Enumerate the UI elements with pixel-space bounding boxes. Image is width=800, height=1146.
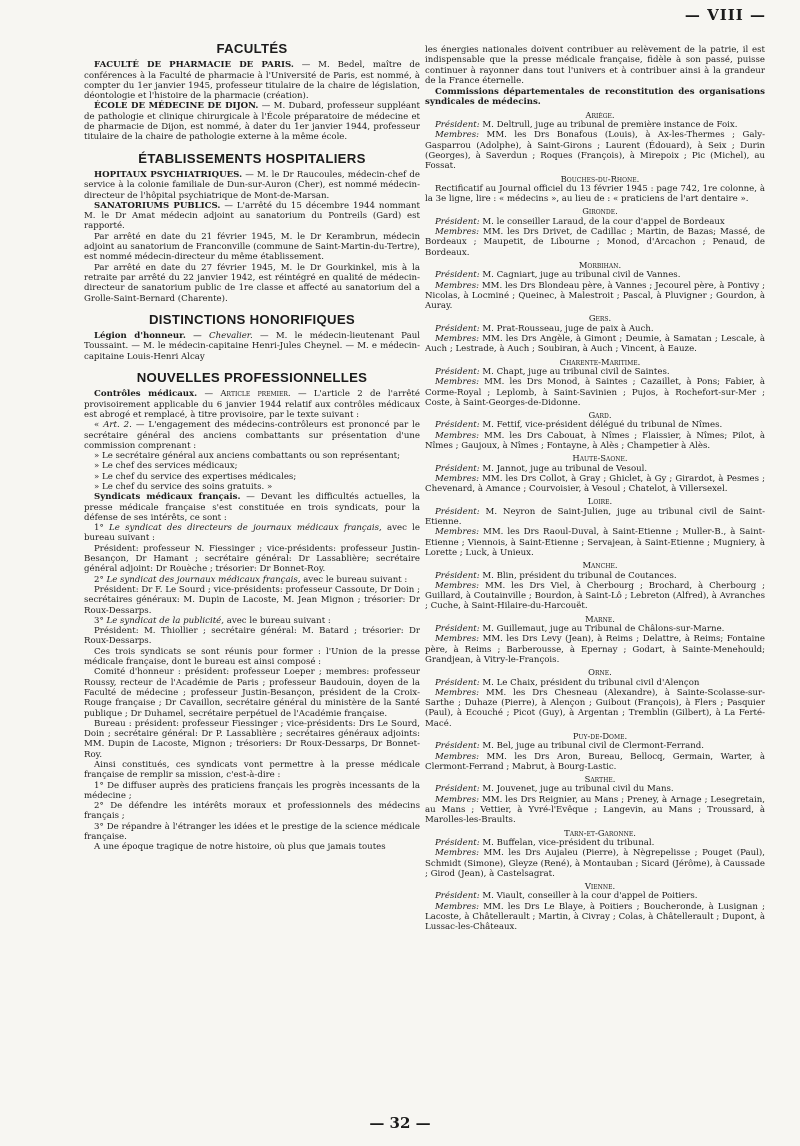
region-heading: Marne. [585,613,615,624]
commission-entry [425,313,765,354]
commission-members: Membres: MM. les Drs Cabouat, à Nîmes ; Flaissier, à Nîmes; Pilot, à Nîmes ; Gaujoux, à Nîmes ; Fontayne, à Alès ; Champetier à Alès. [425,430,765,451]
commission-president: Président: M. Jannot, juge au tribunal de Vesoul. [435,463,648,474]
page-header-roman: — VIII — [684,6,766,24]
region-heading: Loire. [587,496,613,507]
paragraph: Comité d'honneur : président: professeur Loeper ; membres: professeur Roussy, recteur de l'Académie de Paris ; professeur Baudouin, doyen de la Faculté de médecine ; professeur Justin-Besançon, président de la Croix-Rouge française ; Dr Cavaillon, secrétaire général du ministère de la Santé publique ; Dr Duhamel, secrétaire perpétuel de l'Académie française. [84,667,420,719]
page-number: — 32 — [369,1114,431,1132]
region-heading: Puy-de-Dome. [572,731,628,741]
commission-entry [425,206,765,257]
entry-text: — L'article 2 de l'arrêté provisoirement applicable du 6 janvier 1944 relatif aux contrôles médicaux est abrogé et remplacé, à titre provisoire, par le texte suivant : [84,389,420,420]
mission-item: 2° De défendre les intérêts moraux et professionnels des médecins français ; [84,801,420,822]
region-heading: Gironde. [582,206,618,217]
commission-entry [425,774,765,825]
mission-item: 1° De diffuser auprès des praticiens français les progrès incessants de la médecine ; [84,780,420,801]
commission-entry [425,260,765,311]
commission-members: Membres: MM. les Drs Chesneau (Alexandre), à Sainte-Scolasse-sur-Sarthe ; Duhaze (Pierre), à Alençon ; Guibout (François), à Flers ; Pasquier (Paul), à Ecouché ; Picot (Guy), à Argentan ; Tremblin (Gilbert), à La Ferté-Macé. [425,687,765,729]
paragraph [84,492,420,523]
entry-subheading: — Chevalier. [185,331,253,342]
quote-line: « Art. 2. — L'engagement des médecins-contrôleurs est prononcé par le secrétaire général des anciens combattants sur présentation d'une commission comprenant : [84,420,420,451]
mission-item: 3° De répandre à l'étranger les idées et le prestige de la science médicale française. [84,821,420,843]
commission-members: Membres: MM. les Drs Monod, à Saintes ; Cazaillet, à Pons; Fabier, à Corme-Royal ; Leplomb, à Saint-Savinien ; Pujos, à Rochefort-sur-Mer ; Coste, à Saint-Georges-de-Didonne. [425,377,765,408]
commission-entry [425,614,765,665]
commission-president: Rectificatif au Journal officiel du 13 février 1945 : page 742, 1re colonne, à la 3e ligne, lire : « médecins », au lieu de : « praticiens de l'art dentaire ». [425,183,765,205]
commission-president: Président: M. Chapt, juge au tribunal civil de Saintes. [435,366,670,377]
commission-members: Membres: MM. les Drs Bonafous (Louis), à Ax-les-Thermes ; Galy-Gasparrou (Adolphe), à Saint-Girons ; Laurent (Édouard), à Seix ; Durin (Georges), à Saverdun ; Roques (François), à Mirepoix ; Pic (Michel), au Fossat. [425,130,765,172]
commission-members: Membres: MM. les Drs Blondeau père, à Vannes ; Jecourel père, à Pontivy ; Nicolas, à Locminé ; Queinec, à Malestroit ; Pascal, à Pluvigner ; Gourdon, à Auray. [425,280,765,312]
commission-members: Membres: MM. les Drs Aujaleu (Pierre), à Nègrepelisse ; Pouget (Paul), Schmidt (Simone), Gleyze (René), à Montauban ; Sicard (Jérôme), à Caussade ; Girod (Jean), à Castelsagrat. [425,848,765,879]
region-heading: Haute-Saone. [572,453,628,464]
syndicate-item: 3° Le syndicat de la publicité, avec le bureau suivant : [94,615,331,626]
commission-president: Président: M. Buffelan, vice-président du tribunal. [435,837,655,848]
paragraph [84,170,420,201]
commission-members: Membres: MM. les Drs Le Blaye, à Poitiers ; Boucheronde, à Lusignan ; Lacoste, à Châtellerault ; Martin, à Civray ; Colas, à Châtellerault ; Dupont, à Lussac-les-Châteaux. [425,901,765,933]
commission-entry [425,828,765,879]
commission-entry [425,731,765,772]
entry-heading: Légion d'honneur. [94,331,186,342]
region-heading: Tarn-et-Garonne. [564,827,636,838]
entry-text: — M. le médecin-lieutenant Paul Toussaint. — M. le médecin-capitaine Henri-Jules Cheynel. — M. e médecin-capitaine Louis-Henri Alcay [84,331,420,362]
paragraph: A une époque tragique de notre histoire, où plus que jamais toutes [94,842,386,853]
commission-entry [425,881,765,932]
commission-members: Membres: MM. les Drs Drivet, de Cadillac ; Martin, de Bazas; Massé, de Bordeaux ; Maupetit, de Libourne ; Monod, d'Arcachon ; Penaud, de Bordeaux. [425,227,765,258]
entry-text: — M. Bedel, maître de conférences à la Faculté de pharmacie à l'Université de Paris, est nommé, à compter du 1er janvier 1945, professeur titulaire de la chaire de législation, déontologie et l'histoire de la pharmacie (création). [84,60,420,102]
entry-heading: ÉCOLE DE MÉDECINE DE DIJON. [94,101,259,112]
paragraph: Bureau : président: professeur Fiessinger ; vice-présidents: Drs Le Sourd, Doin ; secrétaire général: Dr P. Lassablière ; secrétaires généraux adjoints: MM. Dupin de Lacoste, Mignon ; trésoriers: Dr Roux-Dessarps, Dr Bonnet-Roy. [84,718,420,760]
commission-entry [425,667,765,729]
region-heading: Gers. [588,313,612,324]
syndicate-item: 2° Le syndicat des journaux médicaux français, avec le bureau suivant : [94,574,408,585]
quote-line: » Le chef du service des soins gratuits. » [94,481,273,492]
commission-president: Président: M. Bel, juge au tribunal civil de Clermont-Ferrand. [435,741,704,752]
section-title-distinctions: DISTINCTIONS HONORIFIQUES [148,311,356,327]
paragraph: Ces trois syndicats se sont réunis pour former : l'Union de la presse médicale française, dont le bureau est ainsi composé : [84,646,420,668]
paragraph: Par arrêté en date du 27 février 1945, M. le Dr Gourkinkel, mis à la retraite par arrêté du 22 janvier 1942, est réintégré en qualité de médecin-directeur de sanatorium public de 1re classe et affecté au sanatorium del a Grolle-Saint-Bernard (Charente). [84,262,420,304]
commission-president: Président: M. Prat-Rousseau, juge de paix à Auch. [435,323,654,334]
region-heading: Orne. [588,667,612,678]
syndicate-item: 1° Le syndicat des directeurs de journaux médicaux français, avec le bureau suivant : [84,523,420,544]
commission-president: Président: M. Le Chaix, président du tribunal civil d'Alençon [435,677,700,688]
entry-heading: HOPITAUX PSYCHIATRIQUES. [94,169,243,180]
commission-president: Président: M. Viault, conseiller à la cour d'appel de Poitiers. [435,891,698,902]
syndicate-bureau: Président: professeur N. Fiessinger ; vice-présidents: professeur Justin-Besançon, Dr Hamant ; secrétaire général: Dr Lassablière; secrétaire général adjoint: Dr Rouèche ; trésorier: Dr Bonnet-Roy. [84,543,420,575]
commission-president: Président: M. Blin, président du tribunal de Coutances. [435,570,677,581]
region-heading: Gard. [588,410,612,421]
commission-president: Président: M. Guillemaut, juge au Tribunal de Châlons-sur-Marne. [435,624,725,635]
commission-entry [425,560,765,611]
commission-members: Membres: MM. les Drs Collot, à Gray ; Ghiclet, à Gy ; Girardot, à Pesmes ; Chevenard, à Amance ; Courvoisier, à Vesoul ; Chatelot, à Villersexel. [425,473,765,495]
commission-members: Membres: MM. les Drs Levy (Jean), à Reims ; Delattre, à Reims; Fontaine père, à Reims ; Barberousse, à Epernay ; Godart, à Sainte-Menehould; Grandjean, à Vitry-le-François. [425,634,765,665]
paragraph: Ainsi constitués, ces syndicats vont permettre à la presse médicale française de remplir sa mission, c'est-à-dire : [84,760,420,781]
commission-members: Membres: MM. les Drs Angèle, à Gimont ; Deumie, à Samatan ; Lescale, à Auch ; Lestrade, à Auch ; Soubiran, à Auch ; Vincent, à Eauze. [425,334,765,355]
commission-entry [425,453,765,494]
commission-president: Président: M. Deltrull, juge au tribunal de première instance de Foix. [435,120,738,131]
entry-text: — M. Dubard, professeur suppléant de pathologie et clinique chirurgicale à l'École préparatoire de médecine et de pharmacie de Dijon, est nommé, à dater du 1er janvier 1944, professeur titulaire de la chaire de pathologie externe à la même école. [84,101,420,143]
paragraph [84,60,420,101]
section-title-facultes: FACULTÉS [216,41,288,56]
commission-entry [425,496,765,558]
commission-entry [425,410,765,451]
entry-heading: Syndicats médicaux français. [94,492,241,503]
quote-line: » Le chef des services médicaux; [94,461,238,472]
entry-heading: Contrôles médicaux. [94,389,198,400]
commission-members: Membres: MM. les Drs Aron, Bureau, Bellocq, Germain, Warter, à Clermont-Ferrand ; Mabrut, à Bourg-Lastic. [425,751,765,772]
commission-entry [425,174,765,205]
left-column [84,41,420,853]
region-heading: Ariège. [585,109,615,120]
commission-president: Président: M. Jouvenet, juge au tribunal civil du Mans. [435,784,674,795]
paragraph [84,389,420,420]
entry-heading: SANATORIUMS PUBLICS. [94,200,221,211]
syndicate-bureau: Président: Dr F. Le Sourd ; vice-présidents: professeur Cassoute, Dr Doin ; secrétaires généraux: M. Dupin de Lacoste, M. Jean Mignon ; trésorier: Dr Roux-Dessarps. [84,584,420,616]
quote-line: » Le secrétaire général aux anciens combattants ou son représentant; [94,451,400,462]
right-column [425,45,765,933]
paragraph [84,331,420,362]
commission-president: Président: M. le conseiller Laraud, de la cour d'appel de Bordeaux [435,216,725,227]
region-heading: Manche. [582,560,618,571]
section-title-nouvelles: NOUVELLES PROFESSIONNELLES [136,370,368,386]
commission-entry [425,357,765,408]
commission-president: Président: M. Fettif, vice-président délégué du tribunal de Nîmes. [435,420,723,431]
paragraph [84,101,420,142]
entry-article: — Article premier. [197,389,291,400]
region-heading: Charente-Maritime. [559,356,641,367]
entry-heading: FACULTÉ DE PHARMACIE DE PARIS. [94,60,294,71]
commission-members: Membres: MM. les Drs Reignier, au Mans ; Preney, à Arnage ; Lesegretain, au Mans ; Vettier, à Yvré-l'Evêque ; Langevin, au Mans ; Troussard, à Marolles-les-Braults. [425,794,765,826]
region-heading: Sarthe. [584,774,616,785]
commission-members: Membres: MM. les Drs Raoul-Duval, à Saint-Etienne ; Muller-B., à Saint-Etienne ; Viennois, à Saint-Etienne ; Servajean, à Saint-Etienne ; Mugniery, à Lorette ; Luck, à Unieux. [425,527,765,558]
paragraph [84,201,420,232]
section-title-etablissements: ÉTABLISSEMENTS HOSPITALIERS [138,150,366,166]
region-heading: Bouches-du-Rhone. [560,173,640,184]
entry-text: — M. le Dr Raucoules, médecin-chef de service à la colonie familiale de Dun-sur-Auron (Cher), est nommé médecin-directeur de l'hôpital psychiatrique de Mont-de-Marsan. [84,169,420,201]
region-heading: Vienne. [584,881,616,892]
commission-entry [425,110,765,172]
paragraph-continued: les énergies nationales doivent contribuer au relèvement de la patrie, il est indispensable que la presse médicale française, fidèle à son passé, puisse continuer à rayonner dans tout l'univers et à contribuer ainsi à la grandeur de la France éternelle. [425,45,765,86]
commission-list [425,110,765,933]
commission-president: Président: M. Cagniart, juge au tribunal civil de Vannes. [435,270,681,281]
commission-members: Membres: MM. les Drs Viel, à Cherbourg ; Brochard, à Cherbourg ; Guillard, à Coutainville ; Bourdon, à Saint-Lô ; Lebreton (Alfred), à Avranches ; Cuche, à Saint-Hilaire-du-Harcouët. [425,580,765,612]
region-heading: Morbihan. [578,259,622,270]
commissions-heading: Commissions départementales de reconstitution des organisations syndicales de médecins. [425,87,765,108]
syndicate-bureau: Président: M. Thiollier ; secrétaire général: M. Batard ; trésorier: Dr Roux-Dessarps. [84,626,420,647]
commission-president: Président: M. Neyron de Saint-Julien, juge au tribunal civil de Saint-Etienne. [425,506,765,528]
paragraph: Par arrêté en date du 21 février 1945, M. le Dr Kerambrun, médecin adjoint au sanatorium de Franconville (commune de Saint-Martin-du-Tertre), est nommé médecin-directeur du même établissement. [84,231,420,263]
entry-text: — L'arrêté du 15 décembre 1944 nommant M. le Dr Amat médecin adjoint au sanatorium du Pontreils (Gard) est rapporté. [84,200,420,232]
entry-text: — Devant les difficultés actuelles, la presse médicale française s'est constituée en trois syndicats, pour la défense de ses intérêts, ce sont : [84,492,420,523]
quote-line: » Le chef du service des expertises médicales; [94,471,297,482]
